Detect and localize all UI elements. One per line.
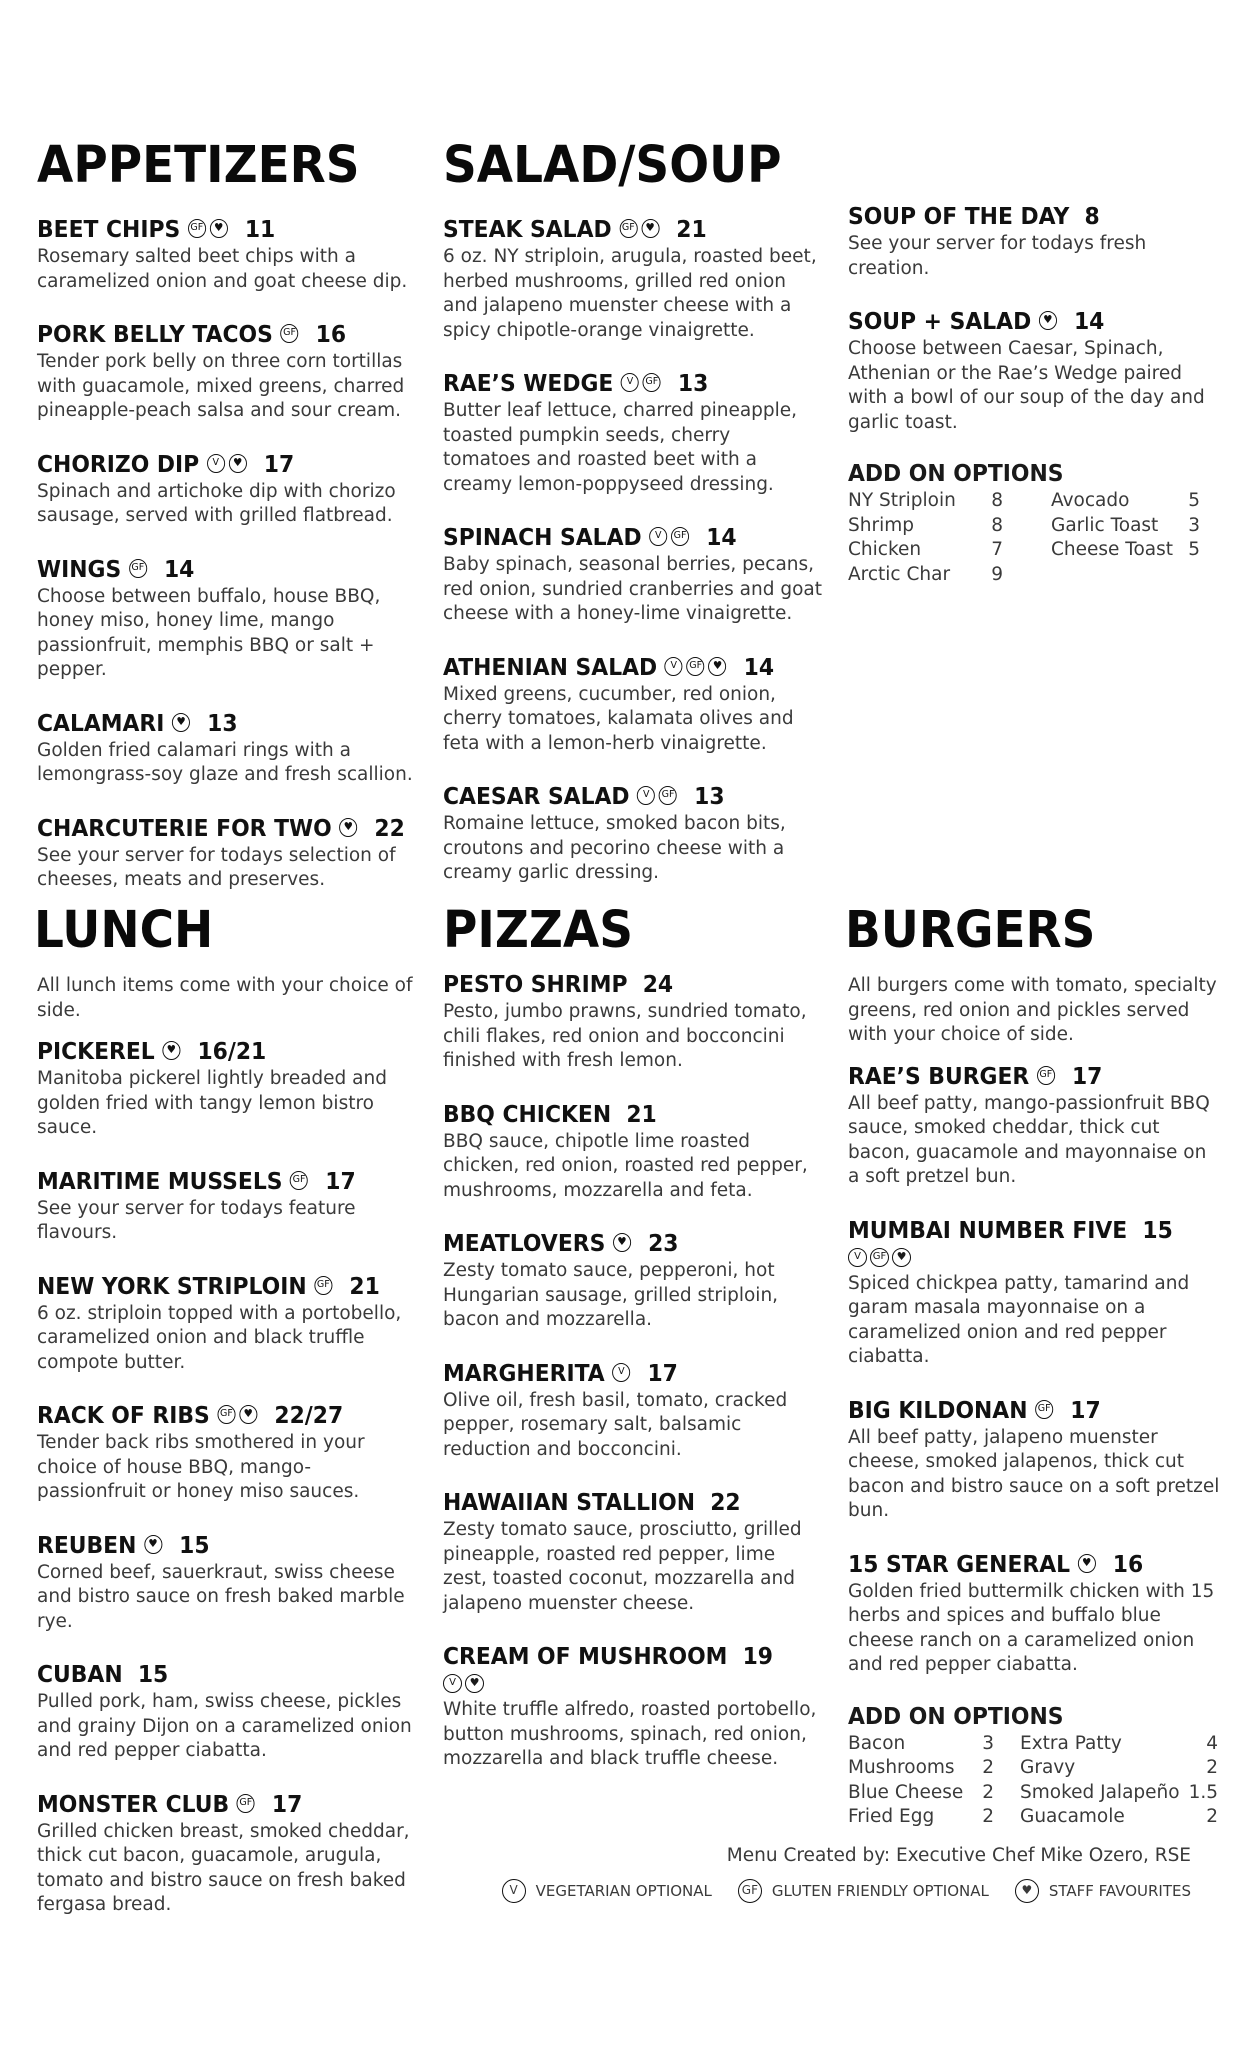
menu-item-badges — [279, 320, 301, 350]
menu-item-header — [443, 1359, 804, 1389]
menu-item-name: HAWAIIAN STALLION — [443, 1490, 696, 1516]
salad-addons-title: ADD ON OPTIONS — [848, 461, 1064, 487]
staff-favourite-heart-icon: ♥ — [172, 713, 190, 732]
menu-item-name: PORK BELLY TACOS — [37, 322, 273, 348]
gluten-friendly-icon: GF — [687, 657, 705, 676]
staff-favourite-heart-icon: ♥ — [613, 1233, 631, 1252]
menu-item-name: RACK OF RIBS — [37, 1403, 210, 1429]
lunch-intro: All lunch items come with your choice of side. — [37, 975, 413, 1021]
menu-item-description: Spinach and artichoke dip with chorizo sausage, served with grilled flatbread. — [37, 480, 396, 526]
menu-item-header — [37, 215, 398, 245]
menu-item-name: MARITIME MUSSELS — [37, 1168, 283, 1195]
legend-item — [736, 1879, 989, 1903]
appetizers-title: APPETIZERS — [37, 136, 360, 195]
gluten-friendly-icon: GF — [619, 219, 637, 238]
menu-item-badges — [235, 1790, 257, 1820]
menu-item — [443, 369, 823, 497]
menu-item-badges — [170, 709, 192, 739]
menu-item-name: NEW YORK STRIPLOIN — [37, 1273, 307, 1300]
addon-name: Bacon — [848, 1732, 906, 1754]
menu-item-name: BEET CHIPS — [37, 217, 181, 243]
salad-soup-column — [443, 136, 823, 886]
menu-item-price: 15 — [179, 1532, 210, 1559]
staff-favourite-heart-icon: ♥ — [1039, 311, 1057, 330]
gluten-friendly-icon: GF — [237, 1794, 255, 1813]
addon-row — [848, 1732, 1220, 1757]
pizzas-list — [443, 970, 823, 1772]
staff-favourite-heart-icon: ♥ — [892, 1248, 911, 1267]
menu-item-header — [443, 215, 804, 245]
gluten-friendly-icon: GF — [643, 373, 661, 392]
addon-price: 7 — [991, 539, 1003, 560]
menu-item-description: Corned beef, sauerkraut, swiss cheese and bistro sauce on fresh baked marble rye. — [37, 1561, 405, 1632]
menu-item-price: 21 — [676, 217, 707, 243]
menu-item-header — [443, 1100, 804, 1130]
menu-item — [848, 1396, 1220, 1524]
menu-item-description: Golden fried buttermilk chicken with 15 herbs and spices and buffalo blue cheese ranch on a caramelized onion and red pepper ciabatta. — [848, 1580, 1215, 1675]
menu-item-description: Grilled chicken breast, smoked cheddar, thick cut bacon, guacamole, arugula, tomato and bistro sauce on fresh baked fergasa bread. — [37, 1820, 410, 1915]
addon-price: 5 — [1188, 539, 1200, 560]
addon-name: Gravy — [1020, 1757, 1076, 1778]
lunch-list — [37, 1037, 414, 1918]
gluten-friendly-icon: GF — [870, 1248, 889, 1267]
menu-item-header — [37, 1660, 395, 1690]
staff-favourite-heart-icon: ♥ — [239, 1405, 257, 1424]
lunch-title: LUNCH — [34, 901, 214, 960]
menu-item-price: 15 — [137, 1662, 169, 1688]
addon-row — [848, 489, 1218, 514]
menu-item-description: All beef patty, mango-passionfruit BBQ sauce, smoked cheddar, thick cut bacon, guacamole and mayonnaise on a soft pretzel bun. — [848, 1092, 1210, 1187]
menu-item-name: MUMBAI NUMBER FIVE — [848, 1217, 1128, 1244]
menu-item-badges — [619, 369, 663, 399]
menu-item-name: ATHENIAN SALAD — [443, 654, 658, 681]
menu-item-description: Tender pork belly on three corn tortillas with guacamole, mixed greens, charred pineapple-peach salsa and sour cream. — [37, 351, 405, 421]
menu-item-name: BIG KILDONAN — [848, 1397, 1028, 1424]
gluten-friendly-icon: GF — [659, 786, 677, 805]
menu-item — [443, 523, 823, 627]
addon-price: 2 — [982, 1781, 994, 1803]
menu-item — [37, 1660, 414, 1764]
menu-item-price: 14 — [163, 556, 195, 583]
menu-item-badges — [186, 215, 230, 245]
addon-row — [848, 514, 1218, 539]
menu-item — [37, 450, 417, 529]
menu-item-header — [443, 1488, 804, 1518]
staff-favourite-heart-icon: ♥ — [229, 454, 247, 473]
addon-name: Extra Patty — [1020, 1732, 1122, 1754]
vegetarian-icon: V — [637, 786, 655, 805]
addon-name: Cheese Toast — [1051, 539, 1174, 560]
soup-column — [848, 202, 1218, 587]
pizzas-title: PIZZAS — [443, 901, 633, 960]
menu-item — [443, 970, 823, 1074]
staff-favourite-heart-icon: ♥ — [144, 1535, 162, 1554]
gluten-friendly-icon: GF — [280, 324, 298, 343]
menu-item — [37, 555, 417, 683]
addon-name: Blue Cheese — [848, 1781, 964, 1803]
burgers-column — [845, 901, 1220, 1830]
menu-item — [443, 1100, 823, 1204]
menu-item-description: All beef patty, jalapeno muenster cheese, smoked jalapenos, thick cut bacon and bistro sauce on a soft pretzel bun. — [848, 1426, 1220, 1521]
menu-item-price: 13 — [694, 784, 725, 810]
menu-item-badges — [635, 782, 679, 812]
burgers-list — [848, 1062, 1220, 1678]
menu-item-name: SOUP OF THE DAY — [848, 204, 1070, 230]
menu-item-badges — [848, 1246, 1220, 1272]
addon-name: Guacamole — [1020, 1806, 1125, 1827]
gluten-friendly-icon: GF — [129, 559, 147, 578]
staff-favourite-heart-icon: ♥ — [162, 1041, 180, 1060]
menu-item-badges — [443, 1672, 823, 1698]
staff-favourite-heart-icon: ♥ — [1015, 1879, 1039, 1903]
appetizers-list — [37, 215, 417, 893]
badge-legend — [500, 1879, 1191, 1903]
staff-favourite-heart-icon: ♥ — [641, 219, 659, 238]
menu-item-badges — [1035, 1062, 1057, 1092]
menu-item-description: Choose between Caesar, Spinach, Athenian or the Rae’s Wedge paired with a bowl of our soup of the day and garlic toast. — [848, 338, 1205, 433]
menu-item-badges — [160, 1037, 182, 1067]
menu-item — [37, 215, 417, 294]
menu-item-badges — [1076, 1550, 1098, 1580]
menu-item — [37, 1037, 414, 1141]
menu-item-badges — [617, 215, 661, 245]
menu-item — [848, 202, 1218, 281]
menu-item-name: SPINACH SALAD — [443, 525, 642, 551]
menu-item-price: 21 — [349, 1273, 380, 1300]
menu-item — [37, 1167, 414, 1246]
addon-price: 2 — [982, 1757, 994, 1778]
menu-item-description: White truffle alfredo, roasted portobello, button mushrooms, spinach, red onion, mozzarella and black truffle cheese. — [443, 1699, 817, 1769]
gluten-friendly-icon: GF — [188, 219, 206, 238]
addon-name: Chicken — [848, 539, 922, 560]
menu-item — [443, 653, 823, 757]
menu-item-header — [848, 202, 1200, 232]
menu-item-header — [443, 970, 804, 1000]
pizzas-column — [443, 901, 823, 1772]
menu-item-header — [443, 369, 804, 399]
menu-item-description: Zesty tomato sauce, prosciutto, grilled pineapple, roasted red pepper, lime zest, toasted coconut, mozzarella and jalapeno muenster cheese. — [443, 1519, 802, 1614]
menu-item-price: 17 — [263, 451, 295, 478]
menu-item-price: 17 — [647, 1360, 678, 1387]
salad-soup-title: SALAD/SOUP — [443, 136, 782, 195]
menu-item-price: 22/27 — [274, 1403, 344, 1429]
vegetarian-icon: V — [502, 1879, 526, 1903]
menu-item-description: Mixed greens, cucumber, red onion, cherry tomatoes, kalamata olives and feta with a lemon-herb vinaigrette. — [443, 683, 794, 754]
addon-price: 5 — [1188, 490, 1200, 511]
menu-item-name: PICKEREL — [37, 1039, 155, 1065]
menu-item-badges — [142, 1531, 164, 1561]
gluten-friendly-icon: GF — [1037, 1066, 1055, 1085]
staff-favourite-heart-icon: ♥ — [339, 818, 357, 837]
menu-item-badges — [205, 450, 249, 480]
menu-item-name: CHORIZO DIP — [37, 451, 200, 478]
menu-item-header — [848, 1062, 1201, 1092]
menu-item-header — [443, 1229, 804, 1259]
menu-item-description: BBQ sauce, chipotle lime roasted chicken, red onion, roasted red pepper, mushrooms, mozzarella and feta. — [443, 1130, 808, 1201]
menu-item-badges — [647, 523, 691, 553]
menu-item-description: 6 oz. NY striploin, arugula, roasted beet, herbed mushrooms, grilled red onion and jalapeno muenster cheese with a spicy chipotle-orange vinaigrette. — [443, 246, 817, 341]
addon-price: 3 — [1188, 514, 1200, 536]
addon-name: Shrimp — [848, 514, 914, 536]
menu-item-description: Tender back ribs smothered in your choice of house BBQ, mango-passionfruit or honey miso sauces. — [37, 1432, 365, 1502]
menu-item-description: Pulled pork, ham, swiss cheese, pickles and grainy Dijon on a caramelized onion and red pepper ciabatta. — [37, 1691, 412, 1761]
addon-row — [848, 1781, 1220, 1806]
staff-favourite-heart-icon: ♥ — [210, 219, 228, 238]
menu-item-badges — [127, 555, 149, 585]
menu-item — [848, 1550, 1220, 1678]
menu-item-header — [37, 1790, 395, 1820]
menu-item-header — [443, 523, 804, 553]
staff-favourite-heart-icon: ♥ — [708, 657, 726, 676]
staff-favourite-heart-icon: ♥ — [1078, 1554, 1096, 1573]
menu-item-badges — [288, 1167, 310, 1197]
vegetarian-icon: V — [848, 1248, 867, 1267]
menu-item — [37, 814, 417, 893]
menu-item-header — [37, 1037, 395, 1067]
addon-name: Arctic Char — [848, 563, 951, 585]
gluten-friendly-icon: GF — [738, 1879, 762, 1903]
menu-item-description: Zesty tomato sauce, pepperoni, hot Hungarian sausage, grilled striploin, bacon and mozzarella. — [443, 1260, 779, 1330]
addon-price: 9 — [991, 563, 1003, 585]
menu-item-name: MEATLOVERS — [443, 1231, 606, 1257]
menu-item-name: 15 STAR GENERAL — [848, 1551, 1071, 1578]
menu-item — [37, 1790, 414, 1918]
legend-label: VEGETARIAN OPTIONAL — [535, 1882, 712, 1900]
menu-item-name: CALAMARI — [37, 710, 165, 737]
legend-item — [500, 1879, 712, 1903]
menu-item — [443, 1488, 823, 1616]
salad-addons-grid — [848, 489, 1218, 587]
addon-price: 2 — [1206, 1806, 1218, 1827]
menu-item-description: Spiced chickpea patty, tamarind and garam masala mayonnaise on a caramelized onion and red pepper ciabatta. — [848, 1272, 1190, 1367]
menu-item-badges — [611, 1229, 633, 1259]
menu-item — [443, 1229, 823, 1333]
menu-item-price: 14 — [706, 525, 737, 551]
menu-item — [848, 1216, 1220, 1370]
vegetarian-icon: V — [649, 527, 667, 546]
menu-item-description: See your server for todays fresh creation. — [848, 233, 1147, 279]
menu-item-name: CUBAN — [37, 1662, 123, 1688]
vegetarian-icon: V — [665, 657, 683, 676]
lunch-column — [34, 901, 414, 1918]
menu-item-name: WINGS — [37, 556, 122, 583]
menu-item — [37, 1272, 414, 1376]
menu-item-name: MONSTER CLUB — [37, 1791, 230, 1818]
menu-item-name: MARGHERITA — [443, 1360, 605, 1387]
menu-item-name: BBQ CHICKEN — [443, 1101, 612, 1128]
menu-item-description: Golden fried calamari rings with a lemongrass-soy glaze and fresh scallion. — [37, 739, 413, 785]
addon-price: 1.5 — [1188, 1781, 1218, 1803]
menu-item-price: 24 — [642, 972, 674, 998]
menu-item-description: See your server for todays feature flavours. — [37, 1197, 356, 1243]
addon-row — [848, 1756, 1220, 1781]
menu-item-description: Pesto, jumbo prawns, sundried tomato, chili flakes, red onion and bocconcini finished with fresh lemon. — [443, 1001, 807, 1071]
addon-row — [848, 563, 1218, 588]
menu-item-price: 17 — [1070, 1397, 1101, 1424]
salad-list — [443, 215, 823, 886]
menu-item-badges — [337, 814, 359, 844]
addon-row — [848, 1805, 1220, 1830]
vegetarian-icon: V — [207, 454, 225, 473]
vegetarian-icon: V — [443, 1674, 462, 1693]
menu-item-price: 13 — [207, 710, 238, 737]
menu-item-header — [37, 709, 398, 739]
menu-item-header — [37, 450, 398, 480]
menu-item-price: 15 — [1142, 1217, 1173, 1244]
menu-item-price: 8 — [1084, 204, 1100, 230]
menu-item-price: 16/21 — [197, 1039, 267, 1065]
menu-item-price: 19 — [742, 1644, 774, 1670]
vegetarian-icon: V — [621, 373, 639, 392]
menu-item-price: 14 — [1073, 309, 1105, 335]
menu-item-price: 22 — [710, 1490, 741, 1516]
addon-name: Garlic Toast — [1051, 514, 1159, 536]
addon-price: 2 — [982, 1806, 994, 1827]
addon-name: Avocado — [1051, 490, 1130, 511]
menu-item-description: Manitoba pickerel lightly breaded and golden fried with tangy lemon bistro sauce. — [37, 1068, 387, 1138]
menu-item-price: 17 — [1071, 1063, 1103, 1090]
menu-item — [443, 782, 823, 886]
staff-favourite-heart-icon: ♥ — [465, 1674, 484, 1693]
menu-item-price: 17 — [271, 1791, 303, 1818]
menu-item-description: Romaine lettuce, smoked bacon bits, croutons and pecorino cheese with a creamy garlic dressing. — [443, 813, 786, 883]
menu-item-name: STEAK SALAD — [443, 217, 612, 243]
menu-item — [37, 709, 417, 788]
menu-item-description: See your server for todays selection of cheeses, meats and preserves. — [37, 844, 396, 890]
menu-item-header — [37, 1272, 395, 1302]
addon-price: 3 — [982, 1732, 994, 1754]
addon-name: Mushrooms — [848, 1757, 955, 1778]
menu-item-header — [37, 1531, 395, 1561]
menu-item-price: 22 — [374, 815, 405, 842]
menu-item-description: Baby spinach, seasonal berries, pecans, red onion, sundried cranberries and goat cheese with a honey-lime vinaigrette. — [443, 554, 823, 624]
menu-item-price: 16 — [1112, 1551, 1144, 1578]
gluten-friendly-icon: GF — [671, 527, 689, 546]
menu-item-description: Rosemary salted beet chips with a caramelized onion and goat cheese dip. — [37, 246, 408, 292]
soup-list — [848, 202, 1218, 435]
addon-row — [848, 538, 1218, 563]
menu-item-name: SOUP + SALAD — [848, 309, 1032, 335]
gluten-friendly-icon: GF — [314, 1276, 332, 1295]
addon-price: 8 — [991, 490, 1003, 511]
menu-item-badges — [1037, 307, 1059, 337]
burger-addons-grid — [848, 1732, 1220, 1830]
menu-item — [848, 307, 1218, 435]
menu-item-name: CHARCUTERIE FOR TWO — [37, 815, 332, 842]
addon-price: 4 — [1206, 1732, 1218, 1754]
menu-item-name: CREAM OF MUSHROOM — [443, 1644, 728, 1670]
menu-item-price: 16 — [315, 322, 347, 348]
addon-price: 8 — [991, 514, 1003, 536]
menu-item-header — [37, 814, 405, 844]
menu-item-name: REUBEN — [37, 1532, 137, 1559]
legend-label: STAFF FAVOURITES — [1048, 1882, 1191, 1900]
menu-credit: Menu Created by: Executive Chef Mike Ozero, RSE — [726, 1845, 1191, 1866]
menu-item-badges — [610, 1359, 632, 1389]
menu-item-header — [37, 1401, 395, 1431]
vegetarian-icon: V — [612, 1363, 630, 1382]
legend-label: GLUTEN FRIENDLY OPTIONAL — [771, 1882, 989, 1900]
menu-item-price: 23 — [648, 1231, 679, 1257]
menu-item-name: CAESAR SALAD — [443, 784, 630, 810]
menu-item-name: RAE’S WEDGE — [443, 371, 614, 397]
menu-item-price: 14 — [743, 654, 775, 681]
menu-item — [37, 320, 417, 424]
menu-item-price: 11 — [244, 217, 276, 243]
menu-item-name: PESTO SHRIMP — [443, 972, 628, 998]
menu-item-header — [37, 555, 398, 585]
menu-item — [37, 1401, 414, 1505]
appetizers-column — [37, 136, 417, 893]
menu-item-badges — [312, 1272, 334, 1302]
menu-item-header — [848, 1550, 1201, 1580]
menu-item-header — [443, 653, 804, 683]
menu-item-header — [37, 320, 398, 350]
menu-item — [443, 1359, 823, 1463]
menu-item-price: 13 — [677, 371, 709, 397]
menu-item-header — [443, 782, 804, 812]
gluten-friendly-icon: GF — [290, 1171, 308, 1190]
menu-item-price: 21 — [626, 1101, 657, 1128]
menu-item-price: 17 — [325, 1168, 356, 1195]
menu-item-description: Choose between buffalo, house BBQ, honey miso, honey lime, mango passionfruit, memphis BBQ or salt + pepper. — [37, 585, 381, 680]
menu-item-header — [37, 1167, 395, 1197]
menu-item-name: RAE’S BURGER — [848, 1063, 1030, 1090]
menu-item — [848, 1062, 1220, 1190]
addon-name: Smoked Jalapeño — [1020, 1781, 1180, 1803]
menu-item-description: Olive oil, fresh basil, tomato, cracked pepper, rosemary salt, balsamic reduction and bocconcini. — [443, 1389, 788, 1460]
menu-item — [37, 1531, 414, 1635]
gluten-friendly-icon: GF — [1035, 1400, 1053, 1419]
burgers-title: BURGERS — [845, 901, 1096, 960]
menu-item — [443, 215, 823, 343]
addon-price: 2 — [1206, 1757, 1218, 1778]
menu-item-badges — [215, 1401, 259, 1431]
burger-addons — [848, 1702, 1220, 1830]
menu-item-header — [443, 1642, 804, 1672]
menu-item-badges — [663, 653, 729, 683]
menu-item-header — [848, 307, 1200, 337]
menu-item — [443, 1642, 823, 1772]
menu-item-description: Butter leaf lettuce, charred pineapple, toasted pumpkin seeds, cherry tomatoes and roasted beet with a creamy lemon-poppyseed dressing. — [443, 400, 798, 495]
menu-item-header — [848, 1216, 1201, 1246]
gluten-friendly-icon: GF — [217, 1405, 235, 1424]
legend-item — [1013, 1879, 1191, 1903]
addon-name: NY Striploin — [848, 490, 956, 511]
salad-addons — [848, 459, 1218, 587]
burgers-intro: All burgers come with tomato, specialty greens, red onion and pickles served with your choice of side. — [848, 975, 1217, 1045]
menu-item-badges — [1033, 1396, 1055, 1426]
addon-name: Fried Egg — [848, 1806, 935, 1827]
menu-item-description: 6 oz. striploin topped with a portobello, caramelized onion and black truffle compote butter. — [37, 1302, 402, 1373]
burger-addons-title: ADD ON OPTIONS — [848, 1703, 1064, 1730]
menu-item-header — [848, 1396, 1201, 1426]
